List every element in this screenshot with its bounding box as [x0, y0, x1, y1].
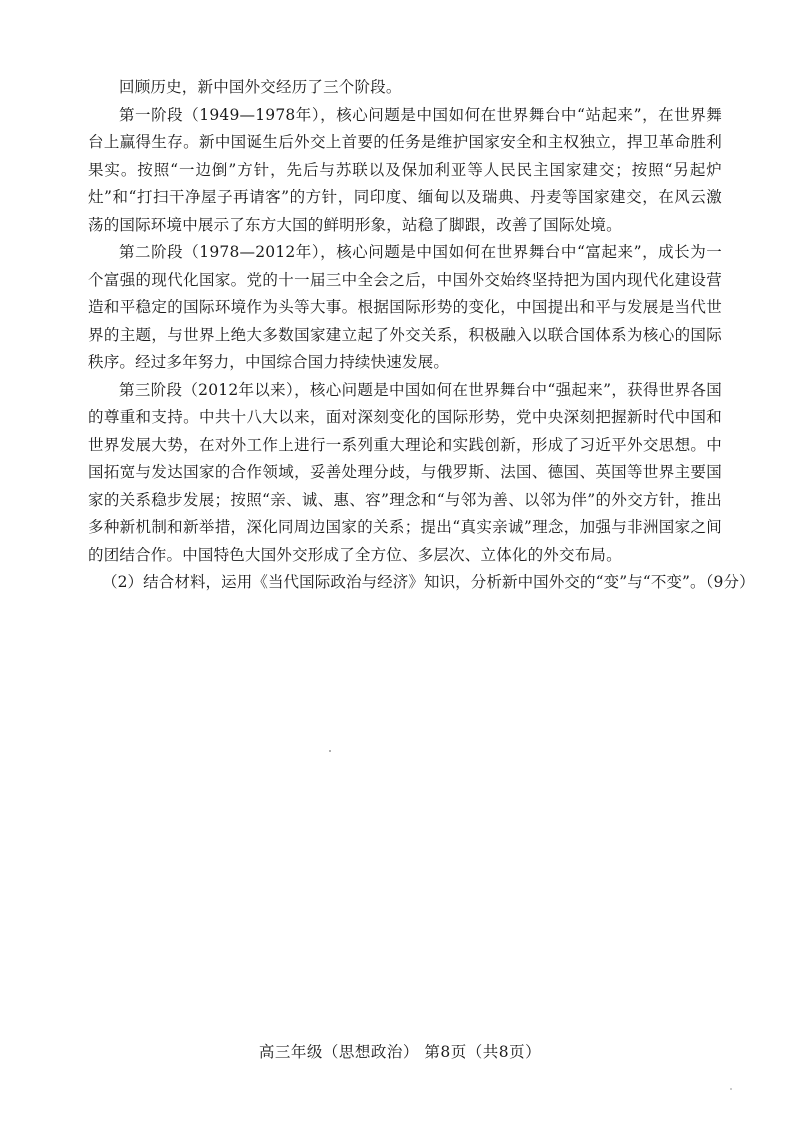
question-2: （2）结合材料，运用《当代国际政治与经济》知识，分析新中国外交的“变”与“不变”。（9分） — [102, 573, 755, 591]
page-footer: 高三年级（思想政治） 第8页（共8页） — [258, 1043, 542, 1061]
intro-paragraph: 回顾历史，新中国外交经历了三个阶段。 — [119, 78, 402, 96]
scan-speck — [329, 750, 331, 752]
material-text — [88, 74, 755, 597]
stage-three-paragraph: 第三阶段（2012年以来），核心问题是中国如何在世界舞台中“强起来”，获得世界各国的尊重和支持。中共十八大以来，面对深刻变化的国际形势，党中央深刻把握新时代中国和世界发展大势，在对外工作上进行一系列重大理论和实践创新，形成了习近平外交思想。中国拓宽与发达国家的合作领域，妥善处理分歧，与俄罗斯、法国、德国、英国等世界主要国家的关系稳步发展；按照“亲、诚、惠、容”理念和“与邻为善、以邻为伴”的外交方针，推出多种新机制和新举措，深化同周边国家的关系；提出“真实亲诚”理念，加强与非洲国家之间的团结合作。中国特色大国外交形成了全方位、多层次、立体化的外交布局。 — [88, 380, 722, 564]
scan-speck-corner — [730, 1088, 732, 1090]
stage-one-paragraph: 第一阶段（1949—1978年），核心问题是中国如何在世界舞台中“站起来”，在世界舞台上赢得生存。新中国诞生后外交上首要的任务是维护国家安全和主权独立，捍卫革命胜利果实。按照“一边倒”方针，先后与苏联以及保加利亚等人民民主国家建交；按照“另起炉灶”和“打扫干净屋子再请客”的方针，同印度、缅甸以及瑞典、丹麦等国家建交，在风云激荡的国际环境中展示了东方大国的鲜明形象，站稳了脚跟，改善了国际处境。 — [88, 105, 722, 234]
stage-two-paragraph: 第二阶段（1978—2012年），核心问题是中国如何在世界舞台中“富起来”，成长为一个富强的现代化国家。党的十一届三中全会之后，中国外交始终坚持把为国内现代化建设营造和平稳定的国际环境作为头等大事。根据国际形势的变化，中国提出和平与发展是当代世界的主题，与世界上绝大多数国家建立起了外交关系，积极融入以联合国体系为核心的国际秩序。经过多年努力，中国综合国力持续快速发展。 — [88, 243, 722, 371]
